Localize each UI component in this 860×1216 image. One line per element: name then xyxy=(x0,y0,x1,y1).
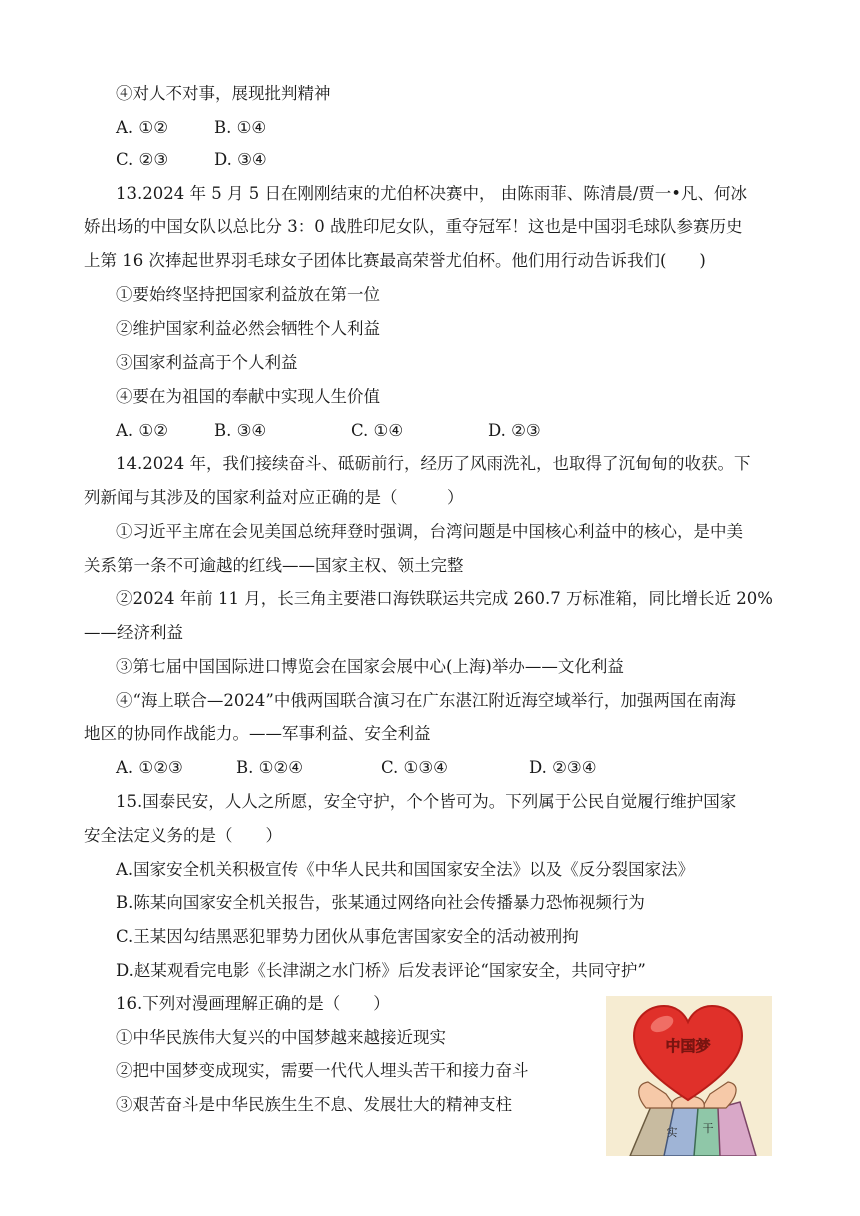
sleeve-label-right: 干 xyxy=(702,1122,714,1135)
q12-options-row2 xyxy=(116,149,267,171)
q14-item-3: ③第七届中国国际进口博览会在国家会展中心(上海)举办——文化利益 xyxy=(116,657,624,676)
q14-stem-line1: 14.2024 年，我们接续奋斗、砥砺前行，经历了风雨洗礼，也取得了沉甸甸的收获。下 xyxy=(116,454,751,473)
q14-options xyxy=(116,757,597,779)
heart-label: 中国梦 xyxy=(665,1037,711,1055)
q12-item-4: ④对人不对事，展现批判精神 xyxy=(116,84,331,103)
q16-item-1: ①中华民族伟大复兴的中国梦越来越接近现实 xyxy=(116,1028,446,1047)
q12-option-d: D. ③④ xyxy=(214,150,267,169)
q16-item-3: ③艰苦奋斗是中华民族生生不息、发展壮大的精神支柱 xyxy=(116,1095,512,1114)
q13-item-4: ④要在为祖国的奉献中实现人生价值 xyxy=(116,387,380,406)
q13-item-3: ③国家利益高于个人利益 xyxy=(116,353,298,372)
q14-option-a: A. ①②③ xyxy=(116,758,183,777)
q13-options xyxy=(116,420,541,442)
cartoon-drawing xyxy=(606,996,772,1156)
q14-option-b: B. ①②④ xyxy=(236,758,303,777)
sleeve-label-left: 实 xyxy=(666,1126,678,1139)
q16-item-2: ②把中国梦变成现实，需要一代代人埋头苦干和接力奋斗 xyxy=(116,1061,529,1080)
q13-stem-line2: 娇出场的中国女队以总比分 3：0 战胜印尼女队，重夺冠军！这也是中国羽毛球队参赛历史 xyxy=(84,217,743,236)
q12-option-c: C. ②③ xyxy=(116,150,169,169)
q13-option-d: D. ②③ xyxy=(488,421,541,440)
q15-option-b: B.陈某向国家安全机关报告，张某通过网络向社会传播暴力恐怖视频行为 xyxy=(116,893,645,912)
q15-option-c: C.王某因勾结黑恶犯罪势力团伙从事危害国家安全的活动被刑拘 xyxy=(116,927,579,946)
china-dream-cartoon xyxy=(606,996,772,1156)
q13-option-b: B. ③④ xyxy=(214,421,267,440)
q14-item-1-line1: ①习近平主席在会见美国总统拜登时强调，台湾问题是中国核心利益中的核心，是中美 xyxy=(116,522,743,541)
q14-item-1-line2: 关系第一条不可逾越的红线——国家主权、领土完整 xyxy=(84,556,464,575)
q15-option-a: A.国家安全机关积极宣传《中华人民共和国国家安全法》以及《反分裂国家法》 xyxy=(116,860,695,879)
q14-item-4-line2: 地区的协同作战能力。——军事利益、安全利益 xyxy=(84,724,431,743)
q13-item-1: ①要始终坚持把国家利益放在第一位 xyxy=(116,285,380,304)
q15-stem-line1: 15.国泰民安，人人之所愿，安全守护，个个皆可为。下列属于公民自觉履行维护国家 xyxy=(116,792,737,811)
q14-item-4-line1: ④“海上联合—2024”中俄两国联合演习在广东湛江附近海空域举行，加强两国在南海 xyxy=(116,691,736,710)
q14-stem-line2: 列新闻与其涉及的国家利益对应正确的是（ ） xyxy=(84,488,464,507)
q14-option-c: C. ①③④ xyxy=(381,758,448,777)
q12-options-row1 xyxy=(116,117,266,139)
q14-option-d: D. ②③④ xyxy=(529,758,597,777)
q13-stem-line1: 13.2024 年 5 月 5 日在刚刚结束的尤伯杯决赛中， 由陈雨菲、陈清晨/贾一•凡、何冰 xyxy=(116,184,747,203)
q14-item-2-line1: ②2024 年前 11 月，长三角主要港口海铁联运共完成 260.7 万标准箱，同比增长近 20% xyxy=(116,589,773,608)
q13-option-c: C. ①④ xyxy=(351,421,404,440)
q12-option-b: B. ①④ xyxy=(214,118,267,137)
q13-stem-line3: 上第 16 次捧起世界羽毛球女子团体比赛最高荣誉尤伯杯。他们用行动告诉我们( ) xyxy=(84,251,706,270)
q16-stem: 16.下列对漫画理解正确的是（ ） xyxy=(116,994,390,1013)
q14-item-2-line2: ——经济利益 xyxy=(84,623,183,642)
q12-option-a: A. ①② xyxy=(116,118,168,137)
q15-stem-line2: 安全法定义务的是（ ） xyxy=(84,826,282,845)
q13-item-2: ②维护国家利益必然会牺牲个人利益 xyxy=(116,319,380,338)
q15-option-d: D.赵某观看完电影《长津湖之水门桥》后发表评论“国家安全，共同守护” xyxy=(116,961,646,980)
q13-option-a: A. ①② xyxy=(116,421,168,440)
